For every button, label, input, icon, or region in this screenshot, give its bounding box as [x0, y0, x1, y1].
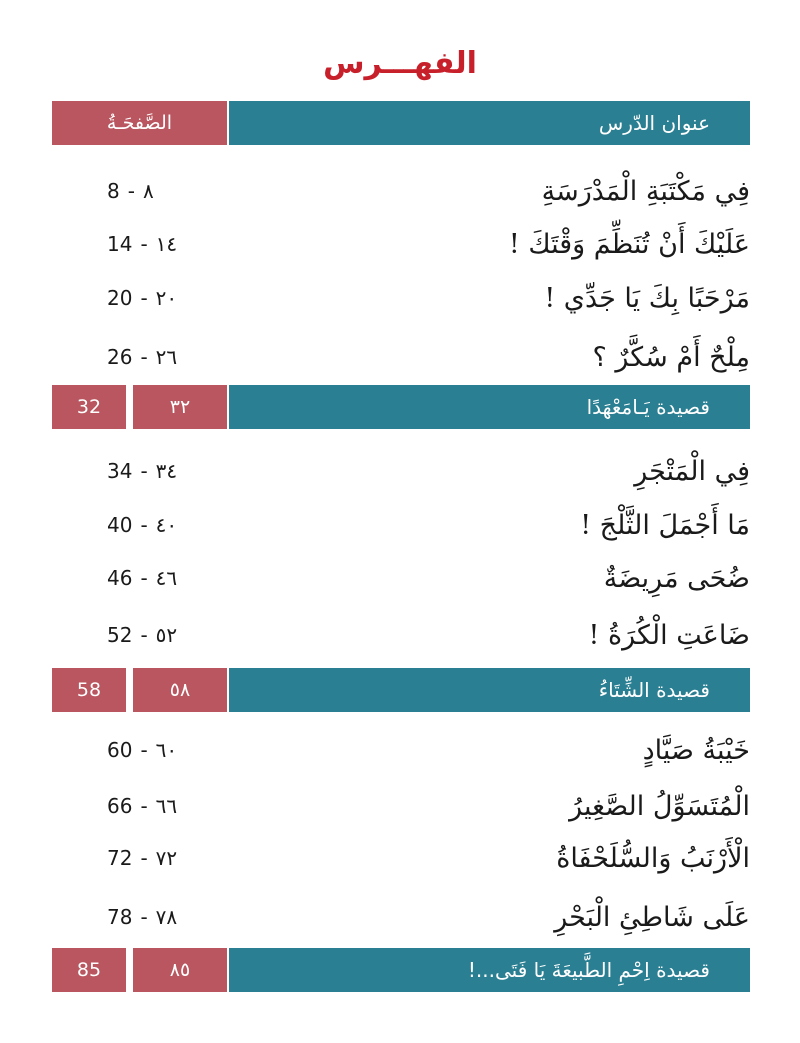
- page-range: 20 - ٢٠: [107, 286, 178, 310]
- poem-title: قصيدة اِحْمِ الطَّبيعَةَ يَا فَتَى...!: [229, 948, 750, 992]
- page-number-arabic: ٨: [142, 179, 154, 203]
- page-number: 26: [107, 345, 133, 369]
- page-number: 34: [107, 459, 133, 483]
- page-number: 20: [107, 286, 133, 310]
- page-number: 8: [107, 179, 120, 203]
- page-number: 66: [107, 794, 133, 818]
- lesson-title: الْأَرْنَبُ وَالسُّلَحْفَاةُ: [556, 842, 750, 874]
- poem-row[interactable]: [52, 385, 750, 429]
- page-range: 34 - ٣٤: [107, 459, 178, 483]
- page-number: 14: [107, 232, 133, 256]
- page-number-arabic: ١٤: [155, 232, 178, 256]
- page-title: الفهـــرس: [323, 46, 477, 81]
- lesson-title: الْمُتَسَوِّلُ الصَّغِيرُ: [569, 790, 750, 822]
- poem-row[interactable]: [52, 668, 750, 712]
- page-number-arabic: ٤٦: [155, 566, 178, 590]
- poem-title: قصيدة الشِّتَاءُ: [229, 668, 750, 712]
- poem-page-number-arabic: ٥٨: [133, 668, 227, 712]
- page-range: 66 - ٦٦: [107, 794, 178, 818]
- poem-page-number: 58: [52, 668, 126, 712]
- lesson-title: عَلَى شَاطِئِ الْبَحْرِ: [554, 901, 750, 933]
- page-number-arabic: ٦٦: [155, 794, 178, 818]
- page-range: 40 - ٤٠: [107, 513, 178, 537]
- lesson-title: عَلَيْكَ أَنْ تُنَظِّمَ وَقْتَكَ !: [508, 228, 750, 260]
- page-number: 60: [107, 738, 133, 762]
- lesson-title: فِي الْمَتْجَرِ: [634, 455, 750, 487]
- page-number-arabic: ٤٠: [155, 513, 178, 537]
- table-row[interactable]: [52, 441, 750, 501]
- poem-page-number: 85: [52, 948, 126, 992]
- page-range: 14 - ١٤: [107, 232, 178, 256]
- lesson-title: مَا أَجْمَلَ الثَّلْجَ !: [580, 509, 750, 541]
- lesson-title: مَرْحَبًا بِكَ يَا جَدِّي !: [544, 282, 750, 314]
- page-range: 8 - ٨: [107, 179, 154, 203]
- table-row[interactable]: [52, 161, 750, 221]
- table-row[interactable]: [52, 887, 750, 947]
- page-number-arabic: ٥٢: [155, 623, 178, 647]
- lesson-title-column-header: عنوان الدّرس: [229, 101, 750, 145]
- table-row[interactable]: [52, 268, 750, 328]
- table-row[interactable]: [52, 720, 750, 780]
- table-row[interactable]: [52, 548, 750, 608]
- page-number: 78: [107, 905, 133, 929]
- table-row[interactable]: [52, 605, 750, 665]
- table-row[interactable]: [52, 214, 750, 274]
- page-number-arabic: ٦٠: [155, 738, 178, 762]
- page-number: 46: [107, 566, 133, 590]
- page-number-arabic: ٧٨: [155, 905, 178, 929]
- table-row[interactable]: [52, 327, 750, 387]
- page-number: 52: [107, 623, 133, 647]
- page-range: 46 - ٤٦: [107, 566, 178, 590]
- lesson-title: ضُحَى مَرِيضَةٌ: [603, 562, 750, 594]
- lesson-title: خَيْبَةُ صَيَّادٍ: [642, 734, 750, 766]
- poem-page-number-arabic: ٣٢: [133, 385, 227, 429]
- poem-page-number-arabic: ٨٥: [133, 948, 227, 992]
- table-header: [52, 101, 750, 145]
- poem-title: قصيدة يَـامَعْهَدًا: [229, 385, 750, 429]
- page-column-header: الصَّفحَـةُ: [52, 101, 227, 145]
- lesson-title: مِلْحٌ أَمْ سُكَّرٌ ؟: [592, 341, 750, 373]
- table-row[interactable]: [52, 828, 750, 888]
- table-row[interactable]: [52, 495, 750, 555]
- page-range: 26 - ٢٦: [107, 345, 178, 369]
- lesson-title: فِي مَكْتَبَةِ الْمَدْرَسَةِ: [541, 175, 750, 207]
- page-number: 72: [107, 846, 133, 870]
- page-range: 78 - ٧٨: [107, 905, 178, 929]
- lesson-title: ضَاعَتِ الْكُرَةُ !: [588, 619, 750, 651]
- page-range: 72 - ٧٢: [107, 846, 178, 870]
- page-number-arabic: ٢٦: [155, 345, 178, 369]
- page-range: 60 - ٦٠: [107, 738, 178, 762]
- poem-page-number: 32: [52, 385, 126, 429]
- page-number-arabic: ٧٢: [155, 846, 178, 870]
- page-number-arabic: ٢٠: [155, 286, 178, 310]
- poem-row[interactable]: [52, 948, 750, 992]
- page-range: 52 - ٥٢: [107, 623, 178, 647]
- table-row[interactable]: [52, 776, 750, 836]
- page-number-arabic: ٣٤: [155, 459, 178, 483]
- page-number: 40: [107, 513, 133, 537]
